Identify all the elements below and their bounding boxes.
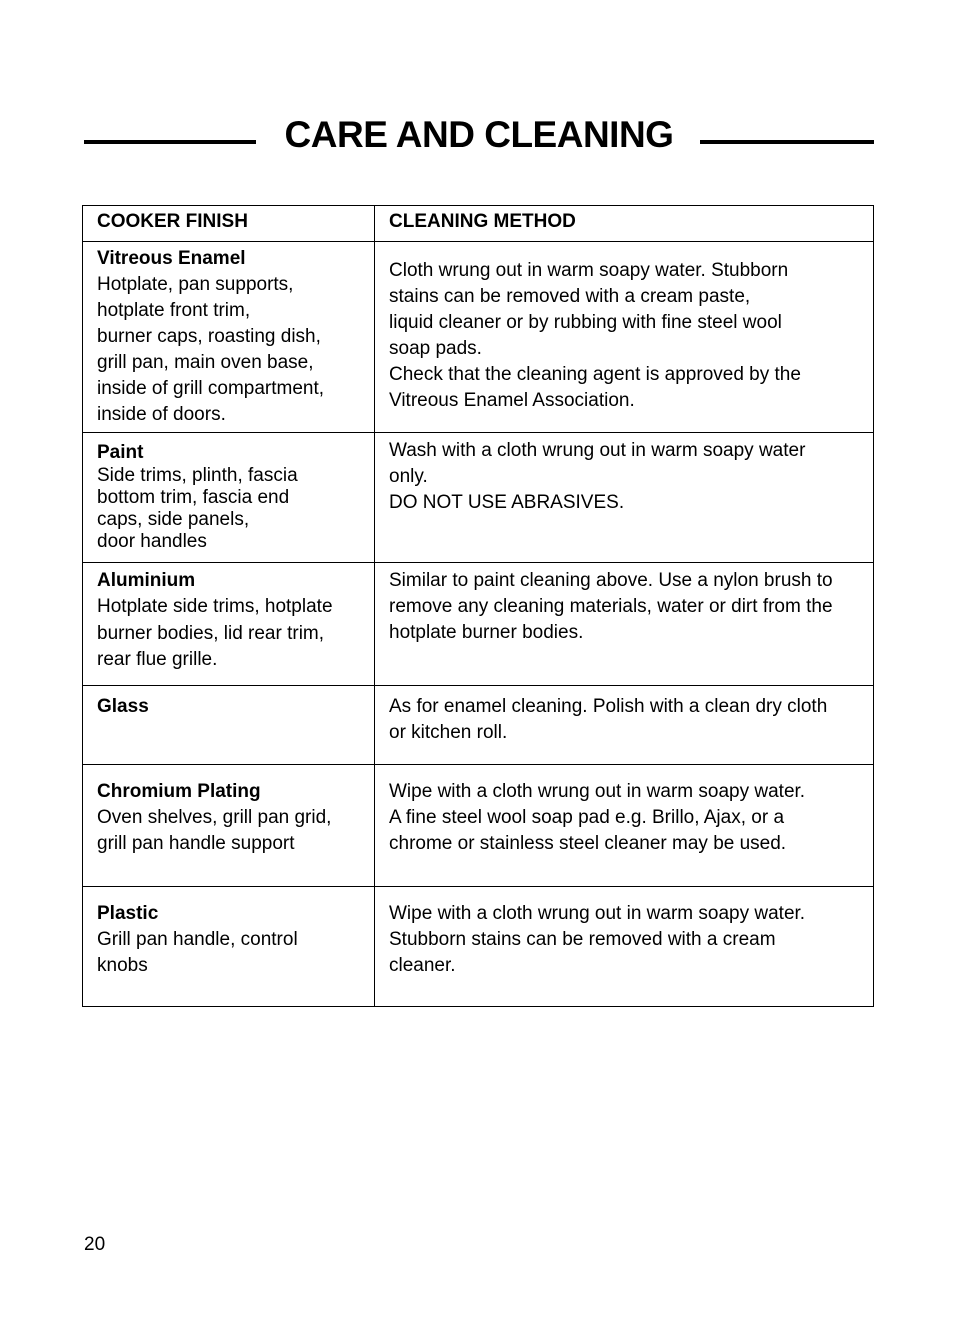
- table-row: [83, 887, 874, 1007]
- header-cooker-finish: COOKER FINISH: [83, 206, 375, 242]
- method-text: Wipe with a cloth wrung out in warm soapy water. Stubborn stains can be removed with a cream cleaner.: [389, 903, 806, 976]
- finish-name: Aluminium: [97, 570, 196, 591]
- finish-cell: [83, 563, 375, 686]
- method-text: Wash with a cloth wrung out in warm soapy water only. DO NOT USE ABRASIVES.: [389, 440, 806, 513]
- method-cell: [375, 765, 874, 887]
- finish-cell: [83, 765, 375, 887]
- method-cell: [375, 242, 874, 433]
- finish-name: Glass: [97, 696, 149, 717]
- finish-name: Paint: [97, 442, 144, 463]
- method-text: Similar to paint cleaning above. Use a nylon brush to remove any cleaning materials, water or dirt from the hotplate burner bodies.: [389, 570, 833, 643]
- table-header-row: [83, 206, 874, 242]
- finish-items: Oven shelves, grill pan grid, grill pan handle support: [97, 807, 332, 854]
- finish-name: Chromium Plating: [97, 781, 261, 802]
- finish-cell: [83, 686, 375, 765]
- care-cleaning-table: [82, 205, 874, 1007]
- finish-cell: [83, 887, 375, 1007]
- table-row: [83, 242, 874, 433]
- method-text: Wipe with a cloth wrung out in warm soapy water. A fine steel wool soap pad e.g. Brillo, Ajax, or a chrome or stainless steel cleaner may be used.: [389, 781, 806, 854]
- method-cell: [375, 686, 874, 765]
- page-number: 20: [84, 1234, 106, 1255]
- finish-name: Vitreous Enamel: [97, 248, 246, 269]
- method-cell: [375, 563, 874, 686]
- method-text: Cloth wrung out in warm soapy water. Stubborn stains can be removed with a cream paste, liquid cleaner or by rubbing with fine steel wool soap pads. Check that the cleaning agent is approved by the Vitreous Enamel Association.: [389, 260, 801, 411]
- title-rule-left: [84, 140, 256, 144]
- finish-items: Hotplate side trims, hotplate burner bodies, lid rear trim, rear flue grille.: [97, 596, 333, 670]
- finish-cell: [83, 242, 375, 433]
- finish-items: Grill pan handle, control knobs: [97, 929, 298, 976]
- table-row: [83, 686, 874, 765]
- method-cell: [375, 887, 874, 1007]
- method-text: As for enamel cleaning. Polish with a clean dry cloth or kitchen roll.: [389, 696, 828, 743]
- header-cleaning-method: CLEANING METHOD: [375, 206, 874, 242]
- method-cell: [375, 433, 874, 563]
- title-rule-right: [700, 140, 874, 144]
- finish-cell: [83, 433, 375, 563]
- finish-items: Side trims, plinth, fascia bottom trim, fascia end caps, side panels, door handles: [97, 465, 298, 552]
- table-row: [83, 433, 874, 563]
- page-header: [84, 112, 874, 160]
- finish-name: Plastic: [97, 903, 159, 924]
- page-title: CARE AND CLEANING: [284, 114, 674, 155]
- table-row: [83, 765, 874, 887]
- table-row: [83, 563, 874, 686]
- finish-items: Hotplate, pan supports, hotplate front trim, burner caps, roasting dish, grill pan, main oven base, inside of grill compartment, inside of doors.: [97, 274, 325, 425]
